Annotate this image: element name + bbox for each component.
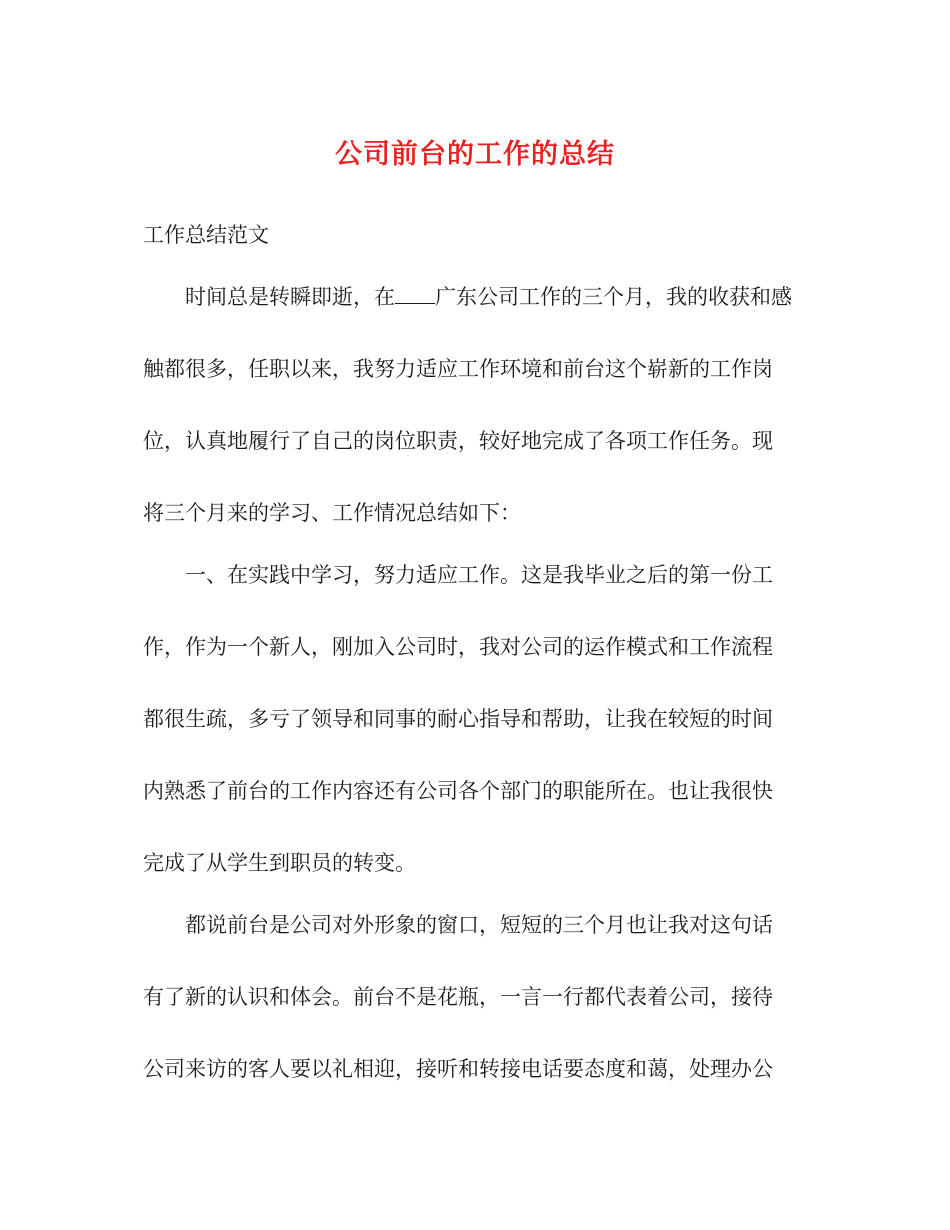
paragraph-1-line-2: 触都很多，任职以来，我努力适应工作环境和前台这个崭新的工作岗: [143, 357, 773, 381]
paragraph-2-line-1: 一、在实践中学习，努力适应工作。这是我毕业之后的第一份工: [185, 563, 773, 587]
paragraph-1-line-3: 位，认真地履行了自己的岗位职责，较好地完成了各项工作任务。现: [143, 429, 773, 453]
paragraph-3-line-1: 都说前台是公司对外形象的窗口，短短的三个月也让我对这句话: [185, 913, 773, 937]
paragraph-1-line-4: 将三个月来的学习、工作情况总结如下：: [143, 501, 521, 525]
paragraph-2-line-5: 完成了从学生到职员的转变。: [143, 851, 416, 875]
fill-in-blank: [395, 283, 435, 304]
paragraph-3-line-2: 有了新的认识和体会。前台不是花瓶，一言一行都代表着公司，接待: [143, 985, 773, 1009]
paragraph-1-text-before-blank: 时间总是转瞬即逝，在: [185, 285, 395, 309]
paragraph-1-text-after-blank: 广东公司工作的三个月，我的收获和感: [435, 285, 792, 309]
paragraph-2-line-4: 内熟悉了前台的工作内容还有公司各个部门的职能所在。也让我很快: [143, 779, 773, 803]
paragraph-1-line-1: [185, 282, 792, 312]
document-subtitle: 工作总结范文: [143, 223, 269, 247]
document-title: 公司前台的工作的总结: [335, 139, 615, 170]
paragraph-2-line-2: 作，作为一个新人，刚加入公司时，我对公司的运作模式和工作流程: [143, 635, 773, 659]
paragraph-2-line-3: 都很生疏，多亏了领导和同事的耐心指导和帮助，让我在较短的时间: [143, 707, 773, 731]
paragraph-3-line-3: 公司来访的客人要以礼相迎，接听和转接电话要态度和蔼，处理办公: [143, 1057, 773, 1081]
